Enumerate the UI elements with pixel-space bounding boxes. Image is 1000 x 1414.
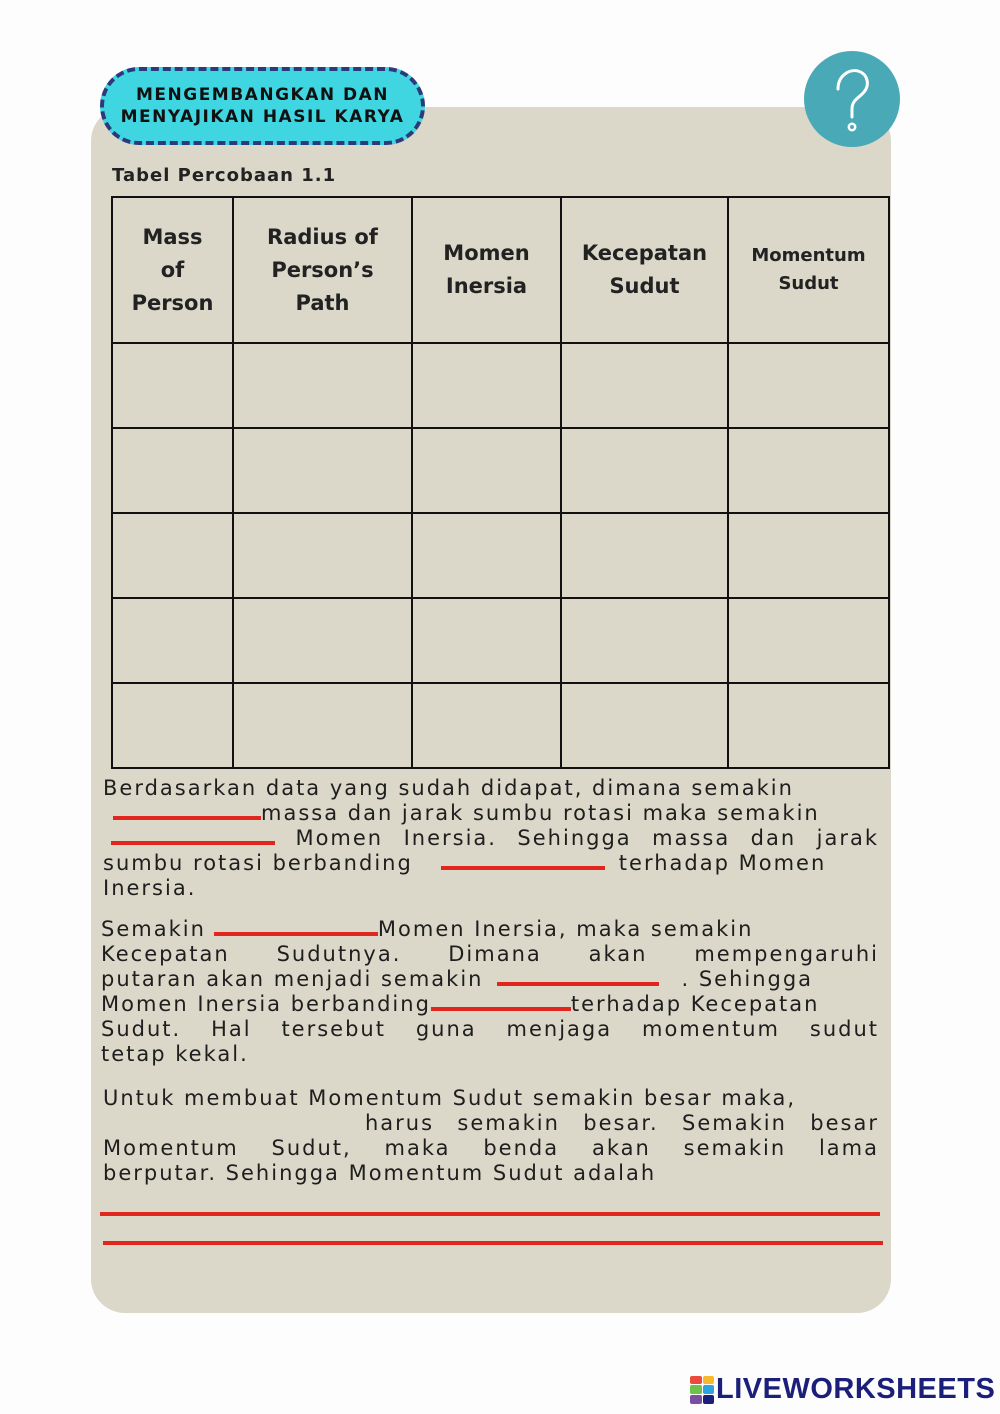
header-text: Person’s [271,257,374,282]
paragraph-text: sumbu rotasi berbanding [103,851,413,875]
paragraph-text: terhadap Momen [618,851,827,875]
paragraph-text: putaran akan menjadi semakin [101,967,484,991]
brand-name: LIVEWORKSHEETS [716,1373,996,1405]
answer-blank[interactable] [441,858,605,870]
logo-mark-icon [690,1376,714,1404]
header-text: Sudut [609,274,680,298]
paragraph-text: terhadap Kecepatan [570,992,820,1016]
table-cell[interactable] [561,683,728,768]
paragraph-line [103,826,879,851]
table-cell[interactable] [412,428,561,513]
paragraph-text: massa dan jarak sumbu rotasi maka semakin [261,801,820,825]
header-text: Mass [142,224,203,249]
answer-blank[interactable] [497,974,659,986]
column-header-momen-inersia [412,197,561,343]
table-row [112,683,889,768]
table-cell[interactable] [233,598,412,683]
answer-line[interactable] [103,1241,883,1245]
header-text: Momen [443,241,530,265]
column-header-kecepatan-sudut [561,197,728,343]
header-text: Radius of [267,224,378,249]
paragraph-3 [103,1086,879,1186]
table-cell[interactable] [728,513,889,598]
answer-blank[interactable] [214,924,378,936]
paragraph-line: Untuk membuat Momentum Sudut semakin besar maka, [103,1086,797,1110]
table-cell[interactable] [412,513,561,598]
table-cell[interactable] [728,428,889,513]
table-cell[interactable] [728,598,889,683]
table-row [112,428,889,513]
answer-blank[interactable] [113,808,261,820]
paragraph-line: Sudut. Hal tersebut guna menjaga momentum sudut [101,1017,879,1041]
header-text: of [160,257,185,282]
table-cell[interactable] [561,598,728,683]
table-cell[interactable] [728,683,889,768]
answer-line[interactable] [100,1212,880,1216]
table-cell[interactable] [233,683,412,768]
table-cell[interactable] [112,513,233,598]
paragraph-1 [103,776,879,901]
table-cell[interactable] [112,428,233,513]
table-cell[interactable] [112,343,233,428]
paragraph-text: Momen Inersia. Sehingga massa dan jarak [295,826,879,850]
table-cell[interactable] [112,683,233,768]
paragraph-line [101,967,879,992]
question-mark-icon [804,51,900,147]
paragraph-line: Berdasarkan data yang sudah didapat, dimana semakin [103,776,794,800]
table-header-row [112,197,889,343]
paragraph-line: tetap kekal. [101,1042,249,1066]
table-cell[interactable] [233,343,412,428]
table-cell[interactable] [561,513,728,598]
paragraph-line [101,992,879,1017]
table-cell[interactable] [233,513,412,598]
paragraph-line: Inersia. [103,876,197,900]
header-text: Kecepatan [581,241,708,265]
paragraph-text: . Sehingga [681,967,814,991]
header-text: Person [131,290,214,315]
table-row [112,513,889,598]
paragraph-line: harus semakin besar. Semakin besar [365,1111,879,1135]
table-cell[interactable] [412,683,561,768]
table-cell[interactable] [561,343,728,428]
column-header-momentum-sudut [728,197,889,343]
column-header-mass [112,197,233,343]
paragraph-text: Semakin [101,917,206,941]
experiment-table [111,196,890,769]
paragraph-line [103,851,879,876]
header-text: Momentum [751,245,866,266]
table-cell[interactable] [412,598,561,683]
paragraph-line [101,917,879,942]
liveworksheets-logo [690,1373,995,1406]
column-header-radius [233,197,412,343]
header-text: Sudut [778,273,839,294]
table-cell[interactable] [412,343,561,428]
paragraph-text: Momen Inersia, maka semakin [377,917,754,941]
section-badge [100,67,425,145]
table-row [112,598,889,683]
header-text: Path [295,290,350,315]
paragraph-2 [101,917,879,1067]
paragraph-line: Momentum Sudut, maka benda akan semakin lama [103,1136,879,1160]
badge-line-2: MENYAJIKAN HASIL KARYA [120,107,405,127]
header-text: Inersia [445,274,528,298]
table-cell[interactable] [728,343,889,428]
paragraph-line: Kecepatan Sudutnya. Dimana akan mempengaruhi [101,942,879,966]
answer-blank[interactable] [111,833,275,845]
table-cell[interactable] [233,428,412,513]
table-cell[interactable] [561,428,728,513]
table-cell[interactable] [112,598,233,683]
paragraph-line: berputar. Sehingga Momentum Sudut adalah [103,1161,657,1185]
answer-blank[interactable] [431,999,571,1011]
paragraph-text: Momen Inersia berbanding [101,992,431,1016]
paragraph-line [103,801,879,826]
badge-line-1: MENGEMBANGKAN DAN [135,85,389,105]
table-caption: Tabel Percobaan 1.1 [112,165,337,186]
table-row [112,343,889,428]
